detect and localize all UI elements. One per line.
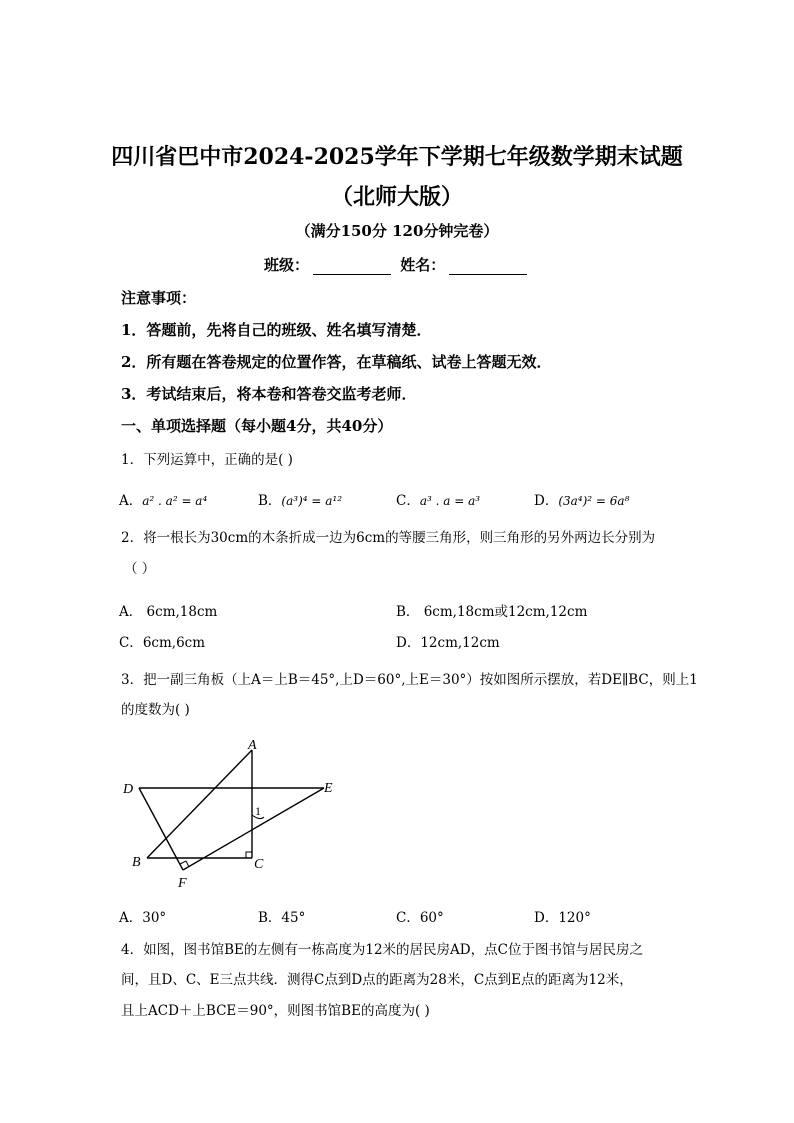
question-4-line2: 间，且D、C、E三点共线．测得C点到D点的距离为28米，C点到E点的距离为12米， [121,972,633,988]
question-4-line1: 4．如图，图书馆BE的左侧有一栋高度为12米的居民房AD，点C位于图书馆与居民房之 [121,942,643,958]
label-b: B [132,855,141,870]
question-2-paren: （ ） [124,561,156,577]
q2-option-d[interactable]: D．12cm,12cm [396,635,500,651]
question-3-stem-cont: 的度数为( ) [121,702,190,718]
exam-subtitle: （北师大版） [330,184,463,210]
label-a: A [248,738,257,753]
class-blank[interactable] [313,260,391,275]
q1-option-d[interactable]: D．(3a⁴)² = 6a⁸ [534,493,630,509]
label-e: E [324,781,333,796]
note-item: 3．考试结束后，将本卷和答卷交监考老师． [121,385,417,403]
q1-option-b[interactable]: B．(a³)⁴ = a¹² [258,493,343,509]
label-angle-1: 1 [255,804,261,818]
name-blank[interactable] [449,260,527,275]
q3-option-d[interactable]: D．120° [534,910,591,926]
q2-option-c[interactable]: C．6cm,6cm [119,635,206,651]
right-angle-c [246,852,252,858]
question-2-stem: 2．将一根长为30cm的木条折成一边为6cm的等腰三角形，则三角形的另外两边长分别为 [121,530,656,546]
question-3-stem: 3．把一副三角板（上A＝上B＝45°,上D＝60°,上E＝30°）按如图所示摆放，若DE∥BC，则上1 [121,672,698,688]
line-ab [147,750,252,858]
name-label: 姓名： [400,256,446,274]
label-f: F [178,876,187,891]
triangle-figure [115,735,345,895]
q1-option-a[interactable]: A．a² . a² = a⁴ [119,493,208,509]
q1-option-c[interactable]: C．a³ . a = a³ [396,493,481,509]
label-d: D [123,782,134,797]
label-c: C [254,857,264,872]
student-info-line [264,254,531,275]
q2-option-a[interactable]: A． 6cm,18cm [119,604,218,620]
note-item: 1．答题前，先将自己的班级、姓名填写清楚． [121,321,432,339]
q3-option-b[interactable]: B．45° [258,910,306,926]
question-1-stem: 1．下列运算中，正确的是( ) [121,452,293,468]
exam-title: 四川省巴中市2024-2025学年下学期七年级数学期末试题 [111,144,683,170]
section-heading: 一、单项选择题（每小题4分，共40分） [121,417,393,435]
notes-heading: 注意事项： [121,289,197,307]
q3-option-a[interactable]: A．30° [119,910,167,926]
question-4-line3: 且上ACD＋上BCE＝90°，则图书馆BE的高度为( ) [121,1003,430,1019]
note-item: 2．所有题在答卷规定的位置作答，在草稿纸、试卷上答题无效． [121,353,552,371]
q3-option-c[interactable]: C．60° [396,910,444,926]
score-info: （满分150分 120分钟完卷） [295,222,499,240]
q2-option-b[interactable]: B． 6cm,18cm或12cm,12cm [396,604,588,620]
class-label: 班级： [264,256,310,274]
